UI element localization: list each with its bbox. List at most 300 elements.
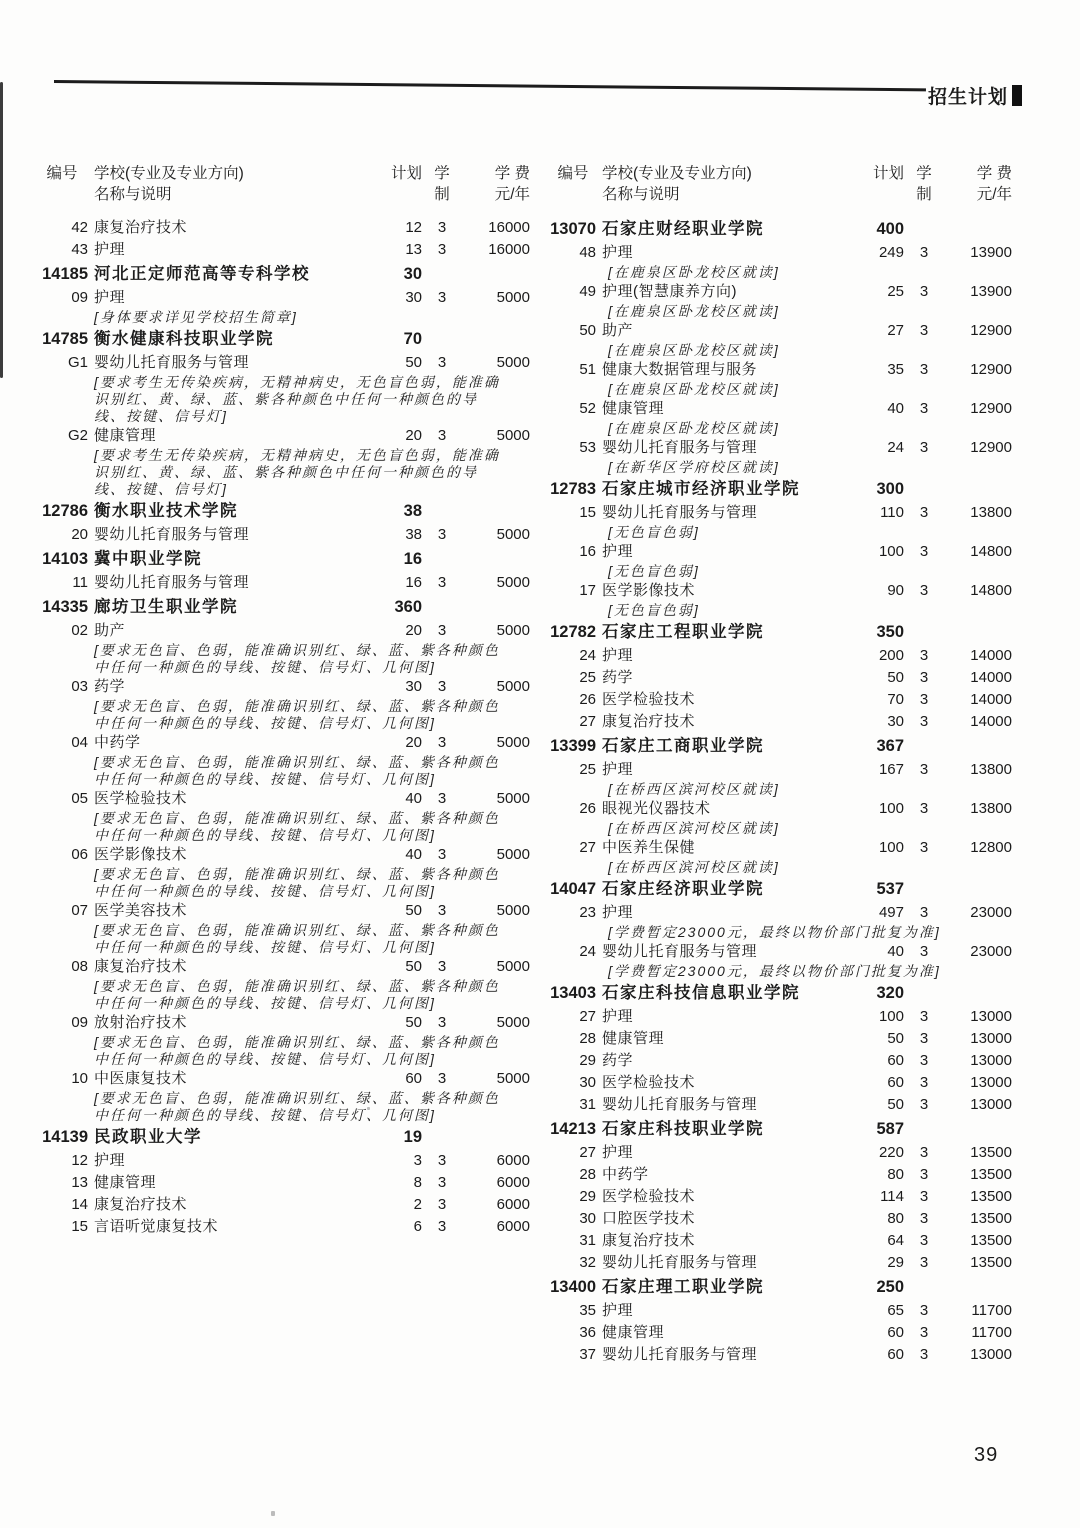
- fee-cell: [944, 620, 1012, 645]
- entry-row: [36, 844, 530, 866]
- entry-row: [550, 1050, 1012, 1072]
- entry-row: [550, 798, 1012, 820]
- plan-cell: 60: [887, 1346, 904, 1363]
- code-cell: 37: [579, 1346, 596, 1363]
- code-cell: G1: [67, 354, 88, 371]
- plan-cell: 110: [880, 504, 904, 521]
- plan-cell: 30: [405, 289, 422, 306]
- major-entry: [36, 572, 530, 594]
- code-cell: 14047: [550, 880, 596, 898]
- scan-edge-artifact: [0, 82, 3, 378]
- code-cell: 02: [71, 622, 88, 639]
- plan-cell: 497: [878, 904, 904, 921]
- name-cell: 衡水健康科技职业学院: [94, 330, 274, 348]
- plan-cell: 50: [405, 958, 422, 975]
- fee-cell: 13000: [970, 1074, 1012, 1091]
- name-cell: 廊坊卫生职业学院: [94, 598, 238, 616]
- major-entry: [550, 1072, 1012, 1094]
- plan-cell: 50: [405, 354, 422, 371]
- header-fee-line1: 学 费: [494, 165, 530, 182]
- major-entry: [550, 1300, 1012, 1322]
- entry-note: [在鹿泉区卧龙校区就读]: [608, 303, 780, 319]
- years-cell: 3: [437, 958, 447, 975]
- entry-row: [36, 425, 530, 447]
- code-cell: 36: [579, 1324, 596, 1341]
- entry-row: [550, 1072, 1012, 1094]
- major-entry: [550, 1208, 1012, 1230]
- plan-cell: 50: [887, 1096, 904, 1113]
- left-entries: [36, 217, 530, 1238]
- years-cell: 3: [919, 400, 929, 417]
- header-fee-line2: 元/年: [976, 186, 1012, 203]
- code-cell: 48: [579, 244, 596, 261]
- name-cell: 婴幼儿托育服务与管理: [602, 1096, 758, 1113]
- school-entry: [550, 620, 1012, 645]
- name-cell: 婴幼儿托育服务与管理: [94, 574, 250, 591]
- code-cell: 26: [579, 800, 596, 817]
- fee-cell: 12900: [970, 361, 1012, 378]
- plan-cell: 60: [405, 1070, 422, 1087]
- name-cell: 健康管理: [602, 1030, 665, 1047]
- entry-note: [在桥西区滨河校区就读]: [608, 859, 780, 875]
- entry-row: [550, 1300, 1012, 1322]
- code-cell: 28: [579, 1166, 596, 1183]
- code-cell: 15: [579, 504, 596, 521]
- entry-row: [550, 1117, 1012, 1142]
- code-cell: 23: [579, 904, 596, 921]
- entry-note: [要求无色盲、色弱，能准确识别红、绿、蓝、紫各种颜色中任何一种颜色的导线、按键、信号灯、几何图]: [94, 642, 500, 675]
- major-entry: [36, 425, 530, 498]
- fee-cell: 5000: [496, 790, 530, 807]
- code-cell: 25: [579, 761, 596, 778]
- code-cell: 20: [71, 526, 88, 543]
- name-cell: 医学检验技术: [602, 1074, 696, 1091]
- major-entry: [550, 1164, 1012, 1186]
- page-number: 39: [974, 1444, 999, 1466]
- major-entry: [550, 711, 1012, 733]
- years-cell: 3: [919, 1232, 929, 1249]
- major-entry: [550, 502, 1012, 541]
- years-cell: 3: [437, 241, 447, 258]
- plan-cell: 38: [405, 526, 422, 543]
- entry-row: [36, 1125, 530, 1150]
- fee-cell: 13800: [970, 504, 1012, 521]
- name-cell: 护理(智慧康养方向): [602, 283, 737, 300]
- entry-row: [550, 1322, 1012, 1344]
- code-cell: 27: [579, 839, 596, 856]
- plan-cell: 587: [876, 1120, 904, 1138]
- name-cell: 冀中职业学院: [94, 550, 202, 568]
- entry-note: [学费暂定23000元，最终以物价部门批复为准]: [608, 963, 941, 979]
- code-cell: 10: [71, 1070, 88, 1087]
- fee-cell: 13800: [970, 800, 1012, 817]
- school-entry: [36, 595, 530, 620]
- entry-row: [36, 732, 530, 754]
- header-plan: 计划: [390, 165, 422, 182]
- fee-cell: [944, 1275, 1012, 1300]
- major-entry: [550, 1344, 1012, 1366]
- entry-row: [550, 437, 1012, 459]
- header-name: [602, 163, 850, 205]
- fee-cell: 14000: [970, 647, 1012, 664]
- fee-cell: 12900: [970, 322, 1012, 339]
- fee-cell: 5000: [496, 958, 530, 975]
- code-cell: 32: [579, 1254, 596, 1271]
- entry-row: [550, 667, 1012, 689]
- years-cell: 3: [437, 526, 447, 543]
- entry-row: [550, 320, 1012, 342]
- name-cell: 石家庄经济职业学院: [602, 880, 764, 898]
- years-cell: 3: [437, 354, 447, 371]
- header-name-line2: 名称与说明: [602, 186, 680, 203]
- plan-cell: 250: [876, 1278, 904, 1296]
- major-entry: [550, 541, 1012, 580]
- header-tag-bar-icon: [1012, 85, 1022, 106]
- fee-cell: [944, 734, 1012, 759]
- header-name-line1: 学校(专业及专业方向): [602, 165, 752, 182]
- entry-row: [550, 398, 1012, 420]
- entry-row: [550, 1164, 1012, 1186]
- name-cell: 助产: [602, 322, 634, 339]
- entry-note: [在桥西区滨河校区就读]: [608, 820, 780, 836]
- name-cell: 药学: [602, 1052, 634, 1069]
- entry-row: [36, 900, 530, 922]
- fee-cell: 14000: [970, 713, 1012, 730]
- entry-row: [36, 620, 530, 642]
- years-cell: [428, 547, 456, 572]
- plan-cell: 25: [887, 283, 904, 300]
- left-column: [36, 163, 530, 1238]
- header-name-line1: 学校(专业及专业方向): [94, 165, 244, 182]
- major-entry: [36, 1068, 530, 1124]
- code-cell: 08: [71, 958, 88, 975]
- name-cell: 护理: [602, 1008, 634, 1025]
- major-entry: [36, 1172, 530, 1194]
- entry-note: [在桥西区滨河校区就读]: [608, 781, 780, 797]
- fee-cell: 12900: [970, 400, 1012, 417]
- code-cell: 12786: [42, 502, 88, 520]
- major-entry: [550, 359, 1012, 398]
- years-cell: 3: [919, 1324, 929, 1341]
- plan-cell: 100: [878, 1008, 904, 1025]
- major-entry: [550, 667, 1012, 689]
- entry-note: [要求无色盲、色弱，能准确识别红、绿、蓝、紫各种颜色中任何一种颜色的导线、按键、信号灯、几何图]: [94, 698, 500, 731]
- name-cell: 健康管理: [602, 1324, 665, 1341]
- entry-row: [550, 759, 1012, 781]
- plan-cell: 20: [405, 427, 422, 444]
- years-cell: 3: [437, 622, 447, 639]
- entry-row: [550, 242, 1012, 264]
- name-cell: 护理: [602, 543, 634, 560]
- header-years: 学制: [434, 165, 450, 203]
- header-name: [94, 163, 368, 205]
- plan-cell: 38: [403, 502, 422, 520]
- code-cell: 13: [71, 1174, 88, 1191]
- code-cell: 43: [71, 241, 88, 258]
- plan-cell: 64: [887, 1232, 904, 1249]
- major-entry: [550, 1006, 1012, 1028]
- name-cell: 健康管理: [94, 427, 157, 444]
- plan-cell: 50: [405, 1014, 422, 1031]
- code-cell: G2: [67, 427, 88, 444]
- years-cell: 3: [919, 713, 929, 730]
- plan-cell: 100: [878, 800, 904, 817]
- plan-cell: 320: [876, 984, 904, 1002]
- fee-cell: 6000: [496, 1152, 530, 1169]
- fee-cell: 5000: [496, 1070, 530, 1087]
- school-entry: [550, 734, 1012, 759]
- code-cell: 13400: [550, 1278, 596, 1296]
- years-cell: 3: [919, 691, 929, 708]
- code-cell: 25: [579, 669, 596, 686]
- fee-cell: 16000: [488, 219, 530, 236]
- years-cell: [910, 981, 938, 1006]
- entry-row: [550, 502, 1012, 524]
- entry-row: [550, 1252, 1012, 1274]
- entry-row: [550, 281, 1012, 303]
- entry-note: [在鹿泉区卧龙校区就读]: [608, 264, 780, 280]
- major-entry: [36, 239, 530, 261]
- fee-cell: 12800: [970, 839, 1012, 856]
- entry-note: [学费暂定23000元，最终以物价部门批复为准]: [608, 924, 941, 940]
- school-entry: [36, 499, 530, 524]
- plan-cell: 300: [876, 480, 904, 498]
- plan-cell: 220: [878, 1144, 904, 1161]
- entry-row: [550, 981, 1012, 1006]
- fee-cell: 13000: [970, 1346, 1012, 1363]
- entry-note: [在鹿泉区卧龙校区就读]: [608, 420, 780, 436]
- code-cell: 29: [579, 1052, 596, 1069]
- name-cell: 医学检验技术: [602, 691, 696, 708]
- name-cell: 婴幼儿托育服务与管理: [602, 504, 758, 521]
- years-cell: 3: [919, 322, 929, 339]
- fee-cell: 5000: [496, 526, 530, 543]
- major-entry: [550, 1142, 1012, 1164]
- years-cell: 3: [437, 1218, 447, 1235]
- plan-cell: 16: [403, 550, 422, 568]
- major-entry: [550, 798, 1012, 837]
- code-cell: 27: [579, 713, 596, 730]
- plan-cell: 167: [878, 761, 904, 778]
- entry-row: [36, 1194, 530, 1216]
- name-cell: 药学: [94, 678, 126, 695]
- entry-row: [550, 1028, 1012, 1050]
- right-entries: [550, 217, 1012, 1366]
- name-cell: 言语听觉康复技术: [94, 1218, 219, 1235]
- plan-cell: 65: [887, 1302, 904, 1319]
- entry-row: [550, 620, 1012, 645]
- major-entry: [36, 1012, 530, 1068]
- name-cell: 婴幼儿托育服务与管理: [94, 526, 250, 543]
- major-entry: [550, 1094, 1012, 1116]
- major-entry: [36, 524, 530, 546]
- table-header: [550, 163, 1012, 205]
- years-cell: 3: [919, 1052, 929, 1069]
- major-entry: [36, 1150, 530, 1172]
- major-entry: [36, 352, 530, 425]
- entry-row: [36, 1012, 530, 1034]
- years-cell: 3: [437, 427, 447, 444]
- years-cell: 3: [919, 543, 929, 560]
- entry-row: [550, 711, 1012, 733]
- fee-cell: 12900: [970, 439, 1012, 456]
- entry-row: [36, 287, 530, 309]
- name-cell: 助产: [94, 622, 126, 639]
- fee-cell: 14000: [970, 691, 1012, 708]
- major-entry: [550, 580, 1012, 619]
- years-cell: [910, 1275, 938, 1300]
- code-cell: 42: [71, 219, 88, 236]
- name-cell: 石家庄理工职业学院: [602, 1278, 764, 1296]
- code-cell: 24: [579, 943, 596, 960]
- name-cell: 康复治疗技术: [602, 713, 696, 730]
- plan-cell: 537: [876, 880, 904, 898]
- entry-row: [36, 1150, 530, 1172]
- entry-row: [36, 239, 530, 261]
- name-cell: 康复治疗技术: [94, 219, 188, 236]
- header-fee-line2: 元/年: [494, 186, 530, 203]
- entry-note: [要求考生无传染疾病，无精神病史，无色盲色弱，能准确识别红、黄、绿、蓝、紫各种颜色中任何一种颜色的导线、按键、信号灯]: [94, 447, 500, 497]
- code-cell: 31: [579, 1096, 596, 1113]
- fee-cell: 6000: [496, 1218, 530, 1235]
- major-entry: [550, 1186, 1012, 1208]
- code-cell: 09: [71, 1014, 88, 1031]
- entry-note: [在鹿泉区卧龙校区就读]: [608, 381, 780, 397]
- years-cell: 3: [919, 669, 929, 686]
- header-rule: [54, 80, 926, 91]
- plan-cell: 90: [887, 582, 904, 599]
- major-entry: [550, 398, 1012, 437]
- plan-cell: 40: [405, 790, 422, 807]
- major-entry: [36, 676, 530, 732]
- years-cell: 3: [437, 219, 447, 236]
- entry-row: [550, 1275, 1012, 1300]
- name-cell: 河北正定师范高等专科学校: [94, 265, 310, 283]
- entry-row: [550, 477, 1012, 502]
- years-cell: 3: [919, 1302, 929, 1319]
- years-cell: [910, 734, 938, 759]
- major-entry: [36, 1194, 530, 1216]
- entry-note: [在新华区学府校区就读]: [608, 459, 780, 475]
- plan-cell: 360: [394, 598, 422, 616]
- code-cell: 12: [71, 1152, 88, 1169]
- entry-row: [36, 788, 530, 810]
- entry-note: [要求无色盲、色弱，能准确识别红、绿、蓝、紫各种颜色中任何一种颜色的导线、按键、信号灯、几何图]: [94, 922, 500, 955]
- major-entry: [36, 217, 530, 239]
- major-entry: [550, 1050, 1012, 1072]
- name-cell: 石家庄科技信息职业学院: [602, 984, 800, 1002]
- fee-cell: [944, 217, 1012, 242]
- entry-note: [要求无色盲、色弱，能准确识别红、绿、蓝、紫各种颜色中任何一种颜色的导线、按键、信号灯、几何图]: [94, 1034, 500, 1067]
- entry-note: [要求无色盲、色弱，能准确识别红、绿、蓝、紫各种颜色中任何一种颜色的导线、按键、信号灯、几何图]: [94, 754, 500, 787]
- entry-row: [36, 1068, 530, 1090]
- entry-row: [550, 837, 1012, 859]
- header-plan: 计划: [872, 165, 904, 182]
- plan-cell: 8: [413, 1174, 422, 1191]
- plan-cell: 20: [405, 734, 422, 751]
- fee-cell: 13000: [970, 1008, 1012, 1025]
- major-entry: [550, 689, 1012, 711]
- years-cell: [428, 327, 456, 352]
- name-cell: 石家庄科技职业学院: [602, 1120, 764, 1138]
- code-cell: 50: [579, 322, 596, 339]
- right-column: [550, 163, 1012, 1366]
- fee-cell: 5000: [496, 678, 530, 695]
- name-cell: 护理: [602, 904, 634, 921]
- name-cell: 医学美容技术: [94, 902, 188, 919]
- code-cell: 27: [579, 1008, 596, 1025]
- major-entry: [550, 1252, 1012, 1274]
- plan-cell: 13: [405, 241, 422, 258]
- school-entry: [550, 981, 1012, 1006]
- fee-cell: 5000: [496, 1014, 530, 1031]
- code-cell: 14335: [42, 598, 88, 616]
- plan-cell: 19: [403, 1128, 422, 1146]
- fee-cell: 5000: [496, 427, 530, 444]
- plan-cell: 50: [405, 902, 422, 919]
- header-tag-text: 招生计划: [928, 87, 1009, 108]
- fee-cell: 14800: [970, 582, 1012, 599]
- years-cell: [910, 1117, 938, 1142]
- entry-row: [550, 941, 1012, 963]
- code-cell: 49: [579, 283, 596, 300]
- plan-cell: 2: [413, 1196, 422, 1213]
- years-cell: [910, 620, 938, 645]
- name-cell: 中药学: [94, 734, 141, 751]
- name-cell: 医学检验技术: [602, 1188, 696, 1205]
- code-cell: 06: [71, 846, 88, 863]
- name-cell: 护理: [602, 647, 634, 664]
- plan-cell: 367: [876, 737, 904, 755]
- name-cell: 健康管理: [602, 400, 665, 417]
- plan-cell: 100: [878, 839, 904, 856]
- years-cell: 3: [437, 734, 447, 751]
- plan-cell: 50: [887, 669, 904, 686]
- plan-cell: 40: [887, 400, 904, 417]
- years-cell: 3: [919, 1008, 929, 1025]
- plan-cell: 20: [405, 622, 422, 639]
- name-cell: 石家庄财经职业学院: [602, 220, 764, 238]
- code-cell: 15: [71, 1218, 88, 1235]
- entry-row: [550, 1344, 1012, 1366]
- fee-cell: 5000: [496, 846, 530, 863]
- entry-row: [36, 217, 530, 239]
- years-cell: 3: [919, 283, 929, 300]
- entry-row: [36, 327, 530, 352]
- plan-cell: 249: [878, 244, 904, 261]
- school-entry: [550, 877, 1012, 902]
- years-cell: 3: [919, 904, 929, 921]
- fee-cell: [462, 1125, 530, 1150]
- fee-cell: 13500: [970, 1232, 1012, 1249]
- code-cell: 52: [579, 400, 596, 417]
- name-cell: 婴幼儿托育服务与管理: [94, 354, 250, 371]
- entry-row: [36, 595, 530, 620]
- fee-cell: 23000: [970, 943, 1012, 960]
- plan-cell: 50: [887, 1030, 904, 1047]
- plan-cell: 12: [405, 219, 422, 236]
- name-cell: 口腔医学技术: [602, 1210, 696, 1227]
- plan-cell: 60: [887, 1324, 904, 1341]
- school-entry: [36, 327, 530, 352]
- code-cell: 14785: [42, 330, 88, 348]
- entry-row: [550, 902, 1012, 924]
- major-entry: [36, 732, 530, 788]
- fee-cell: 14000: [970, 669, 1012, 686]
- name-cell: 婴幼儿托育服务与管理: [602, 1346, 758, 1363]
- years-cell: 3: [437, 1174, 447, 1191]
- fee-cell: 13800: [970, 761, 1012, 778]
